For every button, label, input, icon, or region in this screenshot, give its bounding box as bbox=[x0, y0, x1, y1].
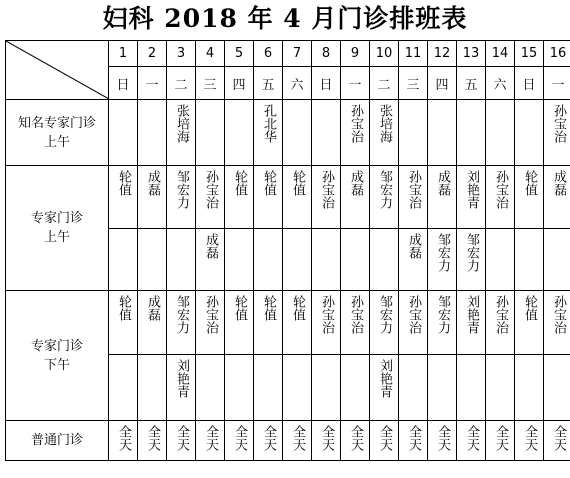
schedule-cell bbox=[225, 291, 254, 355]
day-number: 1 bbox=[109, 41, 138, 67]
table-row bbox=[6, 291, 570, 355]
schedule-cell bbox=[109, 100, 138, 166]
schedule-cell bbox=[254, 421, 283, 461]
schedule-cell bbox=[196, 229, 225, 291]
schedule-cell bbox=[341, 291, 370, 355]
doctor-name: 邹宏力 bbox=[377, 295, 392, 334]
row-label-line: 普通门诊 bbox=[30, 433, 83, 448]
schedule-cell bbox=[138, 166, 167, 229]
schedule-cell bbox=[196, 291, 225, 355]
table-row bbox=[6, 100, 570, 166]
doctor-name: 全天 bbox=[348, 425, 363, 451]
weekday: 四 bbox=[225, 67, 254, 100]
doctor-name: 孙宝治 bbox=[348, 295, 363, 334]
weekday: 一 bbox=[544, 67, 570, 100]
day-number: 16 bbox=[544, 41, 570, 67]
schedule-cell bbox=[196, 421, 225, 461]
day-number: 3 bbox=[167, 41, 196, 67]
schedule-cell bbox=[457, 166, 486, 229]
schedule-cell bbox=[544, 421, 570, 461]
doctor-name: 全天 bbox=[145, 425, 160, 451]
doctor-name: 全天 bbox=[261, 425, 276, 451]
schedule-cell bbox=[399, 100, 428, 166]
doctor-name: 孙宝治 bbox=[319, 295, 334, 334]
schedule-cell bbox=[312, 291, 341, 355]
schedule-cell bbox=[370, 100, 399, 166]
row-label-line: 知名专家门诊 bbox=[17, 115, 96, 131]
doctor-name: 成磊 bbox=[203, 233, 218, 259]
weekday: 日 bbox=[312, 67, 341, 100]
table-row bbox=[6, 421, 570, 461]
schedule-cell bbox=[167, 291, 196, 355]
day-number-row bbox=[6, 41, 570, 67]
schedule-cell bbox=[254, 166, 283, 229]
schedule-cell bbox=[138, 229, 167, 291]
row-label bbox=[6, 100, 109, 166]
schedule-cell bbox=[225, 166, 254, 229]
day-number: 8 bbox=[312, 41, 341, 67]
doctor-name: 孙宝治 bbox=[493, 170, 508, 209]
schedule-cell bbox=[225, 229, 254, 291]
doctor-name: 张培海 bbox=[377, 104, 392, 143]
doctor-name: 轮值 bbox=[232, 170, 247, 196]
doctor-name: 轮值 bbox=[116, 170, 131, 196]
schedule-cell bbox=[544, 100, 570, 166]
schedule-cell bbox=[138, 100, 167, 166]
row-label-line: 下午 bbox=[43, 357, 70, 373]
page-title: 妇科 2018 年 4 月门诊排班表 bbox=[102, 4, 468, 33]
doctor-name: 轮值 bbox=[522, 295, 537, 321]
schedule-cell bbox=[370, 421, 399, 461]
doctor-name: 孙宝治 bbox=[551, 104, 566, 143]
diagonal-line-icon bbox=[6, 41, 109, 99]
weekday: 三 bbox=[399, 67, 428, 100]
schedule-cell bbox=[399, 229, 428, 291]
doctor-name: 孙宝治 bbox=[348, 104, 363, 143]
schedule-cell bbox=[486, 100, 515, 166]
doctor-name: 轮值 bbox=[261, 170, 276, 196]
doctor-name: 孙宝治 bbox=[319, 170, 334, 209]
doctor-name: 全天 bbox=[116, 425, 131, 451]
row-label-line: 专家门诊 bbox=[30, 338, 83, 354]
doctor-name: 成磊 bbox=[145, 295, 160, 321]
schedule-cell bbox=[399, 355, 428, 421]
schedule-cell bbox=[312, 166, 341, 229]
weekday: 二 bbox=[167, 67, 196, 100]
schedule-cell bbox=[341, 166, 370, 229]
schedule-cell bbox=[515, 166, 544, 229]
schedule-cell bbox=[341, 421, 370, 461]
weekday: 三 bbox=[196, 67, 225, 100]
schedule-cell bbox=[486, 166, 515, 229]
schedule-cell bbox=[515, 291, 544, 355]
schedule-cell bbox=[109, 355, 138, 421]
doctor-name: 轮值 bbox=[290, 295, 305, 321]
weekday: 六 bbox=[283, 67, 312, 100]
schedule-cell bbox=[428, 355, 457, 421]
schedule-cell bbox=[283, 355, 312, 421]
doctor-name: 全天 bbox=[522, 425, 537, 451]
schedule-cell bbox=[283, 100, 312, 166]
schedule-cell bbox=[370, 291, 399, 355]
schedule-cell bbox=[515, 421, 544, 461]
doctor-name: 邹宏力 bbox=[174, 170, 189, 209]
weekday: 二 bbox=[370, 67, 399, 100]
weekday: 日 bbox=[109, 67, 138, 100]
schedule-cell bbox=[399, 291, 428, 355]
row-label-line: 上午 bbox=[43, 230, 70, 245]
schedule-table bbox=[5, 40, 570, 461]
schedule-cell bbox=[486, 291, 515, 355]
schedule-cell bbox=[109, 229, 138, 291]
weekday: 一 bbox=[341, 67, 370, 100]
schedule-cell bbox=[370, 166, 399, 229]
doctor-name: 邹宏力 bbox=[464, 233, 479, 272]
schedule-cell bbox=[370, 229, 399, 291]
day-number: 2 bbox=[138, 41, 167, 67]
doctor-name: 邹宏力 bbox=[377, 170, 392, 209]
row-label-line: 上午 bbox=[43, 134, 70, 150]
schedule-cell bbox=[457, 229, 486, 291]
day-number: 6 bbox=[254, 41, 283, 67]
schedule-cell bbox=[109, 166, 138, 229]
weekday: 六 bbox=[486, 67, 515, 100]
doctor-name: 孔北华 bbox=[261, 104, 276, 143]
day-number: 5 bbox=[225, 41, 254, 67]
schedule-cell bbox=[544, 229, 570, 291]
weekday: 五 bbox=[254, 67, 283, 100]
doctor-name: 刘艳青 bbox=[174, 359, 189, 398]
row-label bbox=[6, 421, 109, 461]
schedule-cell bbox=[225, 421, 254, 461]
doctor-name: 邹宏力 bbox=[435, 295, 450, 334]
schedule-cell bbox=[167, 229, 196, 291]
schedule-cell bbox=[428, 291, 457, 355]
schedule-cell bbox=[428, 229, 457, 291]
schedule-cell bbox=[486, 421, 515, 461]
day-number: 14 bbox=[486, 41, 515, 67]
doctor-name: 孙宝治 bbox=[493, 295, 508, 334]
doctor-name: 全天 bbox=[232, 425, 247, 451]
schedule-cell bbox=[167, 355, 196, 421]
doctor-name: 张培海 bbox=[174, 104, 189, 143]
row-label bbox=[6, 291, 109, 421]
corner-cell bbox=[6, 41, 109, 100]
schedule-cell bbox=[486, 355, 515, 421]
schedule-cell bbox=[196, 100, 225, 166]
schedule-cell bbox=[167, 100, 196, 166]
schedule-cell bbox=[138, 421, 167, 461]
schedule-cell bbox=[341, 229, 370, 291]
weekday: 五 bbox=[457, 67, 486, 100]
schedule-cell bbox=[428, 166, 457, 229]
schedule-cell bbox=[486, 229, 515, 291]
doctor-name: 全天 bbox=[551, 425, 566, 451]
schedule-cell bbox=[341, 100, 370, 166]
schedule-cell bbox=[457, 355, 486, 421]
weekday: 一 bbox=[138, 67, 167, 100]
doctor-name: 全天 bbox=[377, 425, 392, 451]
doctor-name: 全天 bbox=[493, 425, 508, 451]
day-number: 13 bbox=[457, 41, 486, 67]
schedule-cell bbox=[283, 291, 312, 355]
schedule-cell bbox=[341, 355, 370, 421]
day-number: 15 bbox=[515, 41, 544, 67]
doctor-name: 全天 bbox=[319, 425, 334, 451]
schedule-cell bbox=[225, 100, 254, 166]
schedule-cell bbox=[312, 421, 341, 461]
doctor-name: 轮值 bbox=[290, 170, 305, 196]
schedule-cell bbox=[457, 100, 486, 166]
day-number: 10 bbox=[370, 41, 399, 67]
doctor-name: 全天 bbox=[406, 425, 421, 451]
doctor-name: 全天 bbox=[435, 425, 450, 451]
schedule-cell bbox=[254, 291, 283, 355]
doctor-name: 轮值 bbox=[116, 295, 131, 321]
schedule-cell bbox=[254, 100, 283, 166]
doctor-name: 邹宏力 bbox=[174, 295, 189, 334]
doctor-name: 全天 bbox=[203, 425, 218, 451]
schedule-cell bbox=[283, 166, 312, 229]
schedule-cell bbox=[167, 421, 196, 461]
schedule-cell bbox=[138, 291, 167, 355]
doctor-name: 成磊 bbox=[348, 170, 363, 196]
doctor-name: 成磊 bbox=[145, 170, 160, 196]
schedule-cell bbox=[109, 291, 138, 355]
schedule-cell bbox=[515, 100, 544, 166]
schedule-cell bbox=[312, 100, 341, 166]
schedule-cell bbox=[544, 166, 570, 229]
doctor-name: 轮值 bbox=[522, 170, 537, 196]
schedule-cell bbox=[544, 291, 570, 355]
row-label bbox=[6, 166, 109, 291]
doctor-name: 成磊 bbox=[406, 233, 421, 259]
doctor-name: 成磊 bbox=[551, 170, 566, 196]
doctor-name: 孙宝治 bbox=[551, 295, 566, 334]
schedule-cell bbox=[196, 355, 225, 421]
schedule-cell bbox=[399, 421, 428, 461]
schedule-cell bbox=[428, 421, 457, 461]
schedule-cell bbox=[283, 229, 312, 291]
day-number: 11 bbox=[399, 41, 428, 67]
schedule-cell bbox=[428, 100, 457, 166]
doctor-name: 邹宏力 bbox=[435, 233, 450, 272]
doctor-name: 孙宝治 bbox=[406, 295, 421, 334]
doctor-name: 孙宝治 bbox=[406, 170, 421, 209]
schedule-cell bbox=[109, 421, 138, 461]
table-row bbox=[6, 166, 570, 229]
doctor-name: 刘艳青 bbox=[464, 295, 479, 334]
doctor-name: 全天 bbox=[290, 425, 305, 451]
schedule-cell bbox=[196, 166, 225, 229]
schedule-cell bbox=[283, 421, 312, 461]
schedule-cell bbox=[399, 166, 428, 229]
schedule-cell bbox=[138, 355, 167, 421]
weekday: 四 bbox=[428, 67, 457, 100]
schedule-cell bbox=[312, 229, 341, 291]
schedule-cell bbox=[254, 355, 283, 421]
doctor-name: 孙宝治 bbox=[203, 295, 218, 334]
day-number: 4 bbox=[196, 41, 225, 67]
day-number: 7 bbox=[283, 41, 312, 67]
doctor-name: 轮值 bbox=[261, 295, 276, 321]
doctor-name: 刘艳青 bbox=[464, 170, 479, 209]
schedule-cell bbox=[312, 355, 341, 421]
schedule-cell bbox=[457, 291, 486, 355]
schedule-cell bbox=[515, 229, 544, 291]
doctor-name: 轮值 bbox=[232, 295, 247, 321]
doctor-name: 刘艳青 bbox=[377, 359, 392, 398]
schedule-cell bbox=[370, 355, 399, 421]
doctor-name: 全天 bbox=[174, 425, 189, 451]
row-label-line: 专家门诊 bbox=[30, 211, 83, 226]
weekday: 日 bbox=[515, 67, 544, 100]
schedule-cell bbox=[515, 355, 544, 421]
doctor-name: 孙宝治 bbox=[203, 170, 218, 209]
schedule-cell bbox=[544, 355, 570, 421]
day-number: 9 bbox=[341, 41, 370, 67]
schedule-cell bbox=[457, 421, 486, 461]
schedule-cell bbox=[225, 355, 254, 421]
schedule-cell bbox=[167, 166, 196, 229]
doctor-name: 成磊 bbox=[435, 170, 450, 196]
day-number: 12 bbox=[428, 41, 457, 67]
schedule-cell bbox=[254, 229, 283, 291]
doctor-name: 全天 bbox=[464, 425, 479, 451]
